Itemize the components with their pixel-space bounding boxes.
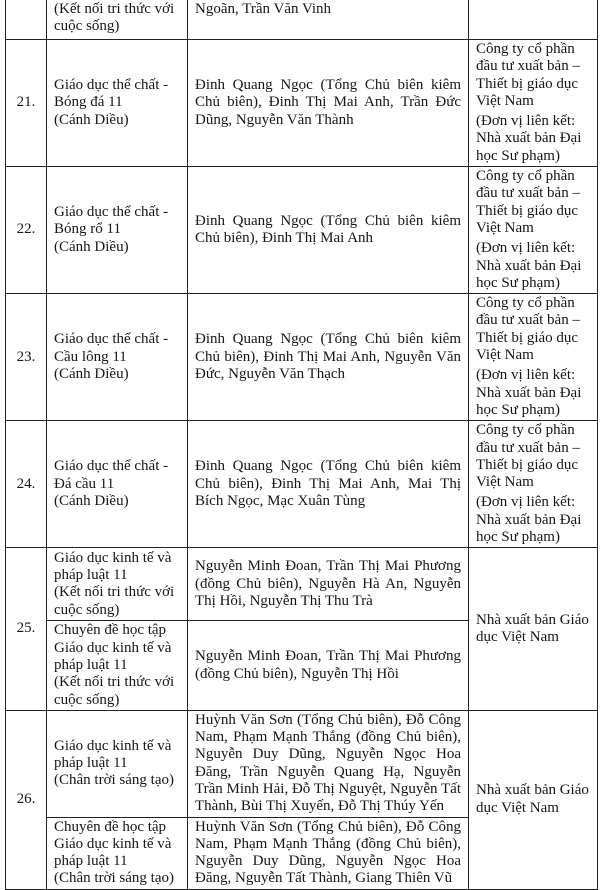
table-row [6,294,598,421]
publisher-line: Công ty cổ phần đầu tư xuất bản – Thiết bị giáo dục Việt Nam [476,41,580,109]
textbook-table-body [6,0,598,889]
authors-cell: Đinh Quang Ngọc (Tổng Chủ biên kiêm Chủ biên), Đinh Thị Mai Anh [188,167,469,294]
book-title-cell [47,817,188,889]
book-title-line: Chuyên đề học tập Giáo dục kinh tế và pháp luật 11 [54,622,172,673]
publisher-line: (Đơn vị liên kết: Nhà xuất bản Đại học Sư phạm) [476,367,582,418]
book-title-line: (Chân trời sáng tạo) [54,870,174,887]
table-row [6,167,598,294]
table-row [6,710,598,817]
book-title-cell [47,710,188,817]
row-number-cell [6,0,47,40]
authors-cell: Nguyễn Minh Đoan, Trần Thị Mai Phương (đồng Chủ biên), Nguyễn Hà An, Nguyễn Thị Hồi, Nguyễn Thị Thu Trà [188,548,469,621]
book-title-line: Giáo dục thể chất - Bóng đá 11 [54,77,169,111]
authors-cell: Đinh Quang Ngọc (Tổng Chủ biên kiêm Chủ biên), Đinh Thị Mai Anh, Mai Thị Bích Ngọc, Mạc Xuân Tùng [188,421,469,548]
row-number-cell: 21. [6,40,47,167]
book-title-line: Giáo dục thể chất - Bóng rổ 11 [54,204,169,238]
publisher-cell [469,167,598,294]
publisher-line: Nhà xuất bản Giáo dục Việt Nam [476,782,589,816]
book-title-line: (Cánh Diều) [54,111,129,128]
book-title-cell [47,0,188,40]
authors-cell: Đinh Quang Ngọc (Tổng Chủ biên kiêm Chủ biên), Đinh Thị Mai Anh, Trần Đức Dũng, Nguyễn Văn Thành [188,40,469,167]
book-title-cell [47,621,188,710]
authors-cell: Huỳnh Văn Sơn (Tổng Chủ biên), Đỗ Công Nam, Phạm Mạnh Thắng (đồng Chủ biên), Nguyễn Duy Dũng, Nguyễn Ngọc Hoa Đăng, Nguyễn Tất Thành, Giang Thiên Vũ [188,817,469,889]
table-row [6,548,598,621]
row-number-cell: 24. [6,421,47,548]
publisher-line: Nhà xuất bản Giáo dục Việt Nam [476,611,589,646]
authors-cell: Đinh Quang Ngọc (Tổng Chủ biên kiêm Chủ biên), Đinh Thị Mai Anh, Nguyễn Văn Đức, Nguyễn Văn Thạch [188,294,469,421]
book-title-cell [47,548,188,621]
book-title-cell [47,421,188,548]
publisher-line: Công ty cổ phần đầu tư xuất bản – Thiết bị giáo dục Việt Nam [476,168,580,236]
book-title-line: Giáo dục kinh tế và pháp luật 11 [54,737,172,772]
book-title-line: Giáo dục thể chất - Cầu lông 11 [54,331,169,365]
book-title-line: Giáo dục kinh tế và pháp luật 11 [54,549,172,584]
authors-cell: Nguyễn Minh Đoan, Trần Thị Mai Phương (đồng Chủ biên), Nguyễn Thị Hồi [188,621,469,710]
row-number-cell: 22. [6,167,47,294]
table-row [6,0,598,40]
book-title-line: (Kết nối tri thức với cuộc sống) [54,674,175,708]
book-title-line: (Cánh Diều) [54,492,129,509]
publisher-line: (Đơn vị liên kết: Nhà xuất bản Đại học Sư phạm) [476,240,582,291]
publisher-line: (Đơn vị liên kết: Nhà xuất bản Đại học Sư phạm) [476,494,582,546]
publisher-cell [469,0,598,40]
publisher-line: Công ty cổ phần đầu tư xuất bản – Thiết bị giáo dục Việt Nam [476,422,580,491]
authors-cell: Huỳnh Văn Sơn (Tổng Chủ biên), Đỗ Công Nam, Phạm Mạnh Thắng (đồng Chủ biên), Nguyễn Duy Dũng, Nguyễn Ngọc Hoa Đăng, Trần Nguyễn Quang Hạ, Nguyễn Trần Minh Hải, Đỗ Thị Nguyệt, Nguyễn Tất Thành, Bùi Thị Xuyến, Đỗ Thị Thúy Yến [188,710,469,817]
publisher-cell [469,294,598,421]
publisher-cell [469,40,598,167]
row-number-cell: 26. [6,710,47,889]
publisher-cell [469,421,598,548]
publisher-line: Công ty cổ phần đầu tư xuất bản – Thiết bị giáo dục Việt Nam [476,295,580,364]
table-row [6,421,598,548]
row-number-cell: 23. [6,294,47,421]
authors-cell: Ngoãn, Trần Văn Vinh [188,0,469,40]
book-title-cell [47,167,188,294]
textbook-list-document [5,0,598,890]
row-number-cell: 25. [6,548,47,710]
book-title-line: Chuyên đề học tập Giáo dục kinh tế và pháp luật 11 [54,818,172,870]
table-row [6,40,598,167]
book-title-line: (Chân trời sáng tạo) [54,772,174,789]
book-title-line: (Kết nối tri thức với cuộc sống) [54,1,175,35]
book-title-line: (Cánh Diều) [54,365,129,382]
textbook-table [5,0,598,890]
book-title-cell [47,294,188,421]
book-title-line: Giáo dục thể chất - Đá cầu 11 [54,458,169,492]
book-title-cell [47,40,188,167]
book-title-line: (Cánh Diều) [54,238,129,255]
publisher-cell [469,548,598,710]
book-title-line: (Kết nối tri thức với cuộc sống) [54,584,175,618]
publisher-cell [469,710,598,889]
publisher-line: (Đơn vị liên kết: Nhà xuất bản Đại học Sư phạm) [476,113,582,164]
